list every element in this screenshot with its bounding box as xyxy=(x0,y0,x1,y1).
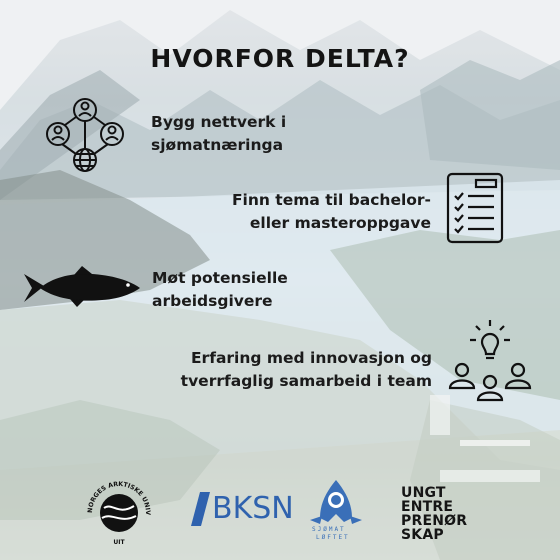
reason-innovation xyxy=(181,347,432,393)
ungt-line: UNGT xyxy=(401,485,446,501)
ungt-line: SKAP xyxy=(401,527,444,543)
page-title: HVORFOR DELTA? xyxy=(150,44,410,73)
ungt-entreprenorskap-logo xyxy=(401,486,467,542)
bksn-logo xyxy=(190,490,212,533)
ungt-line: ENTRE xyxy=(401,499,454,515)
uit-logo-text: NORGES ARKTISKE UNIV xyxy=(86,480,152,516)
reason-network xyxy=(151,111,286,157)
fish-icon xyxy=(22,266,142,315)
sjomatloftet-sub: LØFTET xyxy=(316,534,350,541)
bksn-logo-text: BKSN xyxy=(212,491,294,526)
sjomatloftet-text: SJØMAT xyxy=(312,526,346,533)
reason-line: Finn tema til bachelor- xyxy=(231,191,431,209)
ungt-line: PRENØR xyxy=(401,513,468,529)
reason-line: eller masteroppgave xyxy=(249,214,431,232)
reason-line: Møt potensielle xyxy=(152,269,288,287)
team-idea-icon xyxy=(446,318,534,409)
reason-line: Bygg nettverk i xyxy=(151,113,287,131)
reason-line: tverrfaglig samarbeid i team xyxy=(180,372,432,390)
network-icon xyxy=(40,92,130,179)
uit-logo xyxy=(84,478,154,553)
reason-line: Erfaring med innovasjon og xyxy=(190,349,432,367)
reason-thesis xyxy=(232,189,431,235)
uit-logo-sub: UIT xyxy=(113,539,125,546)
checklist-icon xyxy=(446,172,504,249)
reason-line: arbeidsgivere xyxy=(152,292,273,310)
reason-line: sjømatnæringa xyxy=(151,136,284,154)
reason-employers xyxy=(152,267,288,313)
